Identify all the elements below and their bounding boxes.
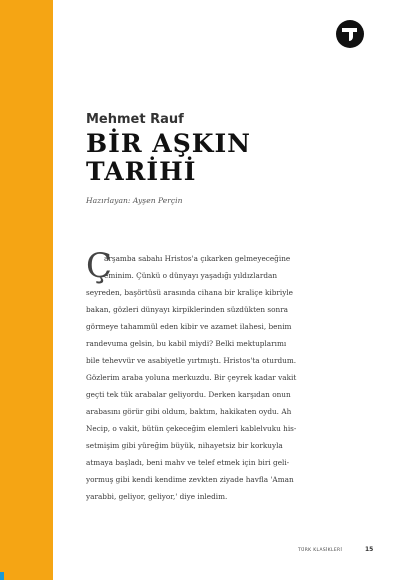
accent-stripe [0, 0, 53, 580]
body-line: setmişim gibi yüreğim büyük, nihayetsiz bir korkuyla [86, 441, 283, 450]
body-line: arşamba sabahı Hristos'a çıkarken gelmeyeceğine [104, 254, 291, 263]
body-line: yarabbi, geliyor, geliyor,' diye inledim. [86, 492, 228, 501]
body-line: arabasını görür gibi oldum, baktım, hakikaten oydu. Ah [86, 407, 292, 416]
editor-credit: Hazırlayan: Ayşen Perçin [86, 196, 183, 205]
page-number: 15 [365, 546, 374, 553]
body-line: Gözlerim araba yoluna merkuzdu. Bir çeyrek kadar vakit [86, 373, 297, 382]
body-line: randevuma gelsin, bu kabil miydi? Belki mektuplarımı [86, 339, 287, 348]
body-line: bakan, gözleri dünyayı kirpiklerinden süzdükten sonra [86, 305, 289, 314]
body-line: yormuş gibi kendi kendime zevkten ziyade havfla 'Aman [86, 475, 294, 484]
body-text [86, 246, 356, 505]
body-line: eminim. Çünkü o dünyayı yaşadığı yıldızlardan [104, 271, 278, 280]
book-title [86, 130, 251, 186]
body-line: görmeye tahammül eden kibir ve azamet ilahesi, benim [86, 322, 292, 331]
body-line: atmaya başladı, beni mahv ve telef etmek için biri geli- [86, 458, 290, 467]
body-line: seyreden, başörtüsü arasında cihana bir kraliçe kibriyle [86, 288, 293, 297]
series-name: TÜRK KLASİKLERİ [298, 548, 343, 553]
publisher-logo-icon [336, 20, 364, 48]
title-line-2: TARİHİ [86, 157, 197, 186]
logo-bar-vertical [349, 28, 353, 41]
drop-cap: Ç [86, 246, 113, 286]
body-line: bile tehevvür ve asabiyetle yırtmıştı. Hristos'ta oturdum. [86, 356, 297, 365]
title-line-1: BİR AŞKIN [86, 129, 252, 158]
corner-mark [0, 572, 4, 580]
body-line: Necip, o vakit, bütün çekeceğim elemleri kablelvuku his- [86, 424, 297, 433]
author-name: Mehmet Rauf [86, 112, 184, 127]
body-line: geçti tek tük arabalar geliyordu. Derken karşıdan onun [86, 390, 291, 399]
